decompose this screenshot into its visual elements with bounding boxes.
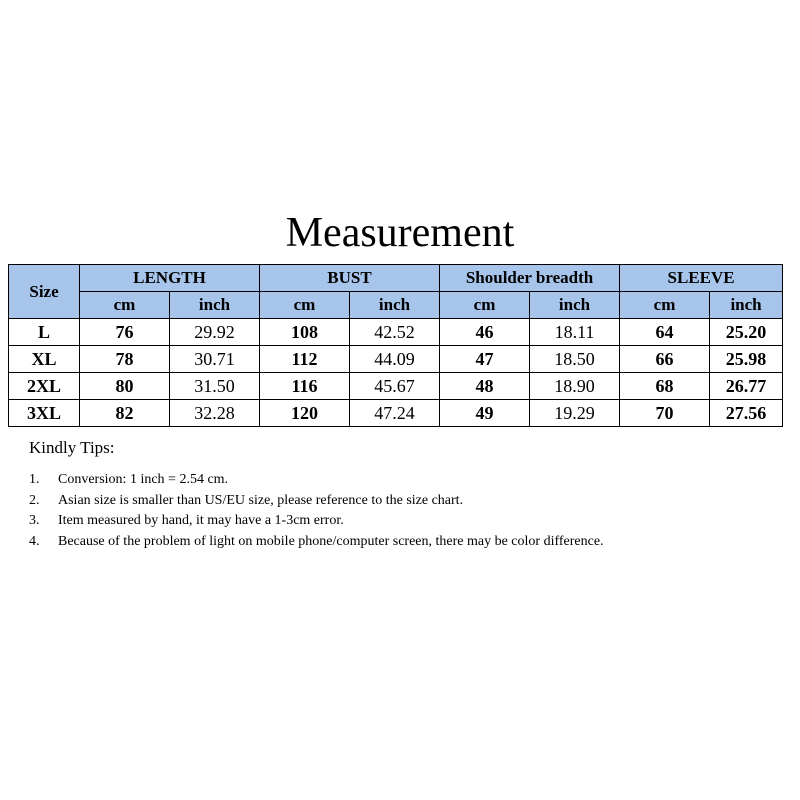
- bust-cm-cell: 112: [260, 346, 350, 373]
- unit-header-cm: cm: [80, 292, 170, 319]
- length-cm-cell: 80: [80, 373, 170, 400]
- group-header-sleeve: SLEEVE: [620, 265, 783, 292]
- list-item-number: 3.: [29, 513, 40, 528]
- unit-header-inch: inch: [530, 292, 620, 319]
- shoulder-cm-cell: 46: [440, 319, 530, 346]
- list-item: [29, 532, 749, 553]
- group-header-shoulder-breadth: Shoulder breadth: [440, 265, 620, 292]
- list-item: [29, 491, 749, 512]
- length-cm-cell: 78: [80, 346, 170, 373]
- unit-header-inch: inch: [710, 292, 783, 319]
- list-item-text: Item measured by hand, it may have a 1-3cm error.: [58, 513, 344, 528]
- length-inch-cell: 32.28: [170, 400, 260, 427]
- unit-header-inch: inch: [170, 292, 260, 319]
- group-header-length: LENGTH: [80, 265, 260, 292]
- size-label: L: [9, 319, 80, 346]
- unit-header-inch: inch: [350, 292, 440, 319]
- header-row-groups: [9, 265, 783, 292]
- sleeve-inch-cell: 27.56: [710, 400, 783, 427]
- shoulder-cm-cell: 49: [440, 400, 530, 427]
- bust-inch-cell: 42.52: [350, 319, 440, 346]
- tips-heading: Kindly Tips:: [29, 438, 115, 457]
- size-chart-table: [8, 264, 783, 427]
- bust-cm-cell: 116: [260, 373, 350, 400]
- shoulder-cm-cell: 48: [440, 373, 530, 400]
- table-row: [9, 319, 783, 346]
- size-label: XL: [9, 346, 80, 373]
- size-label: 3XL: [9, 400, 80, 427]
- bust-cm-cell: 120: [260, 400, 350, 427]
- table-row: [9, 400, 783, 427]
- shoulder-inch-cell: 18.11: [530, 319, 620, 346]
- shoulder-inch-cell: 18.90: [530, 373, 620, 400]
- shoulder-cm-cell: 47: [440, 346, 530, 373]
- sleeve-cm-cell: 66: [620, 346, 710, 373]
- list-item-number: 2.: [29, 492, 40, 508]
- unit-header-cm: cm: [260, 292, 350, 319]
- sleeve-inch-cell: 25.20: [710, 319, 783, 346]
- header-row-units: [9, 292, 783, 319]
- tips-list: [29, 470, 749, 552]
- sleeve-inch-cell: 25.98: [710, 346, 783, 373]
- bust-cm-cell: 108: [260, 319, 350, 346]
- table-row: [9, 373, 783, 400]
- length-cm-cell: 76: [80, 319, 170, 346]
- list-item: [29, 511, 749, 532]
- sleeve-inch-cell: 26.77: [710, 373, 783, 400]
- list-item: [29, 470, 749, 491]
- length-inch-cell: 31.50: [170, 373, 260, 400]
- table-row: [9, 346, 783, 373]
- list-item-text: Because of the problem of light on mobile phone/computer screen, there may be color difference.: [58, 533, 604, 549]
- list-item-text: Conversion: 1 inch = 2.54 cm.: [58, 472, 229, 487]
- sleeve-cm-cell: 64: [620, 319, 710, 346]
- list-item-number: 1.: [29, 472, 40, 487]
- page-title: Measurement: [285, 210, 515, 256]
- unit-header-cm: cm: [440, 292, 530, 319]
- group-header-bust: BUST: [260, 265, 440, 292]
- list-item-text: Asian size is smaller than US/EU size, please reference to the size chart.: [58, 492, 464, 508]
- bust-inch-cell: 47.24: [350, 400, 440, 427]
- sleeve-cm-cell: 70: [620, 400, 710, 427]
- bust-inch-cell: 45.67: [350, 373, 440, 400]
- shoulder-inch-cell: 19.29: [530, 400, 620, 427]
- bust-inch-cell: 44.09: [350, 346, 440, 373]
- length-cm-cell: 82: [80, 400, 170, 427]
- size-label: 2XL: [9, 373, 80, 400]
- length-inch-cell: 30.71: [170, 346, 260, 373]
- shoulder-inch-cell: 18.50: [530, 346, 620, 373]
- size-column-header: Size: [9, 265, 80, 319]
- sleeve-cm-cell: 68: [620, 373, 710, 400]
- list-item-number: 4.: [29, 533, 40, 549]
- unit-header-cm: cm: [620, 292, 710, 319]
- length-inch-cell: 29.92: [170, 319, 260, 346]
